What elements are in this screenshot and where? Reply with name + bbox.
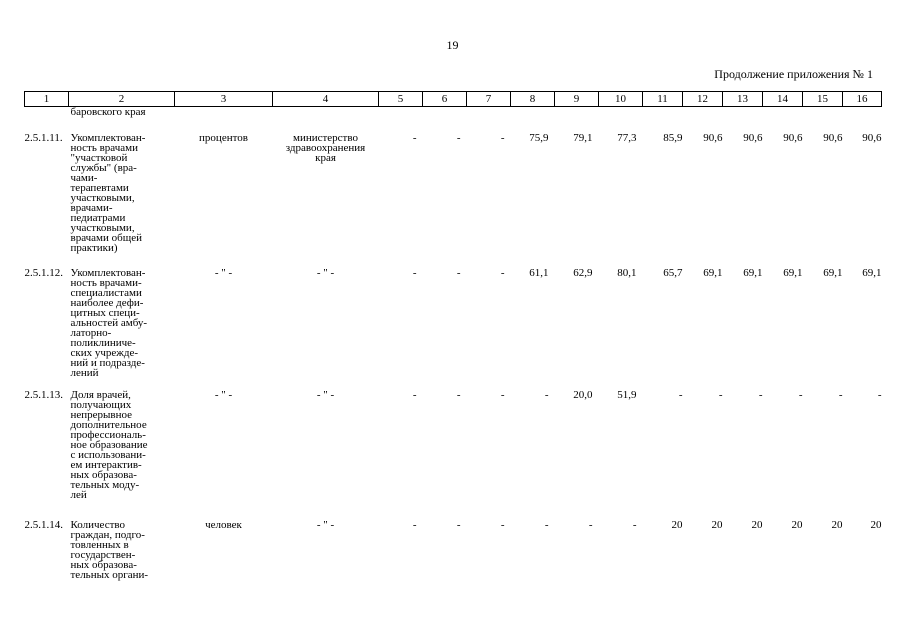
row-executor: - " - bbox=[316, 519, 335, 531]
column-header-4: 4 bbox=[273, 92, 379, 107]
indicators-table bbox=[24, 91, 882, 586]
row-value-col-9: 20,0 bbox=[573, 389, 593, 401]
column-header-11: 11 bbox=[643, 92, 683, 107]
row-value-col-10: - bbox=[632, 519, 637, 531]
row-name: Укомплектован- ность врачами "участковой службы" (вра- чами- терапевтами участковыми, врачами- педиатрами участковыми, врачами общей практики) bbox=[70, 132, 146, 254]
row-value-col-6: - bbox=[456, 132, 461, 144]
row-value-col-7: - bbox=[500, 389, 505, 401]
row-value-col-6: - bbox=[456, 519, 461, 531]
row-value-col-11: 20 bbox=[671, 519, 683, 531]
row-value-col-6: - bbox=[456, 389, 461, 401]
column-header-8: 8 bbox=[511, 92, 555, 107]
row-value-col-9: 79,1 bbox=[573, 132, 593, 144]
column-header-1: 1 bbox=[25, 92, 69, 107]
row-value-col-12: - bbox=[718, 389, 723, 401]
continuation-row bbox=[25, 107, 882, 130]
row-code: 2.5.1.11. bbox=[24, 132, 63, 144]
row-value-col-10: 80,1 bbox=[617, 267, 637, 279]
row-value-col-12: 90,6 bbox=[703, 132, 723, 144]
row-value-col-16: 69,1 bbox=[862, 267, 882, 279]
continuation-label: Продолжение приложения № 1 bbox=[714, 67, 873, 81]
row-value-col-15: - bbox=[838, 389, 843, 401]
row-value-col-16: 90,6 bbox=[862, 132, 882, 144]
row-name: Количество граждан, подго- товленных в государствен- ных образова- тельных органи- bbox=[70, 519, 149, 581]
column-header-9: 9 bbox=[555, 92, 599, 107]
row-value-col-16: - bbox=[877, 389, 882, 401]
column-header-10: 10 bbox=[599, 92, 643, 107]
column-header-15: 15 bbox=[803, 92, 843, 107]
row-value-col-7: - bbox=[500, 519, 505, 531]
table-row bbox=[25, 516, 882, 586]
row-value-col-8: 75,9 bbox=[529, 132, 549, 144]
row-unit: - " - bbox=[214, 389, 233, 401]
row-code: 2.5.1.14. bbox=[24, 519, 63, 531]
page-number: 19 bbox=[446, 38, 459, 52]
column-header-2: 2 bbox=[69, 92, 175, 107]
row-executor: - " - bbox=[316, 267, 335, 279]
column-header-12: 12 bbox=[683, 92, 723, 107]
row-value-col-8: - bbox=[544, 519, 549, 531]
row-value-col-14: - bbox=[798, 389, 803, 401]
row-value-col-13: - bbox=[758, 389, 763, 401]
row-value-col-5: - bbox=[412, 267, 417, 279]
column-header-14: 14 bbox=[763, 92, 803, 107]
row-value-col-11: 85,9 bbox=[663, 132, 683, 144]
row-code: 2.5.1.12. bbox=[24, 267, 63, 279]
row-value-col-13: 90,6 bbox=[743, 132, 763, 144]
row-value-col-5: - bbox=[412, 389, 417, 401]
continuation-text: баровского края bbox=[70, 106, 146, 118]
row-value-col-14: 20 bbox=[791, 519, 803, 531]
row-unit: человек bbox=[205, 519, 242, 531]
row-value-col-8: - bbox=[544, 389, 549, 401]
header-row bbox=[25, 92, 882, 107]
row-value-col-14: 90,6 bbox=[783, 132, 803, 144]
row-value-col-12: 20 bbox=[711, 519, 723, 531]
row-value-col-7: - bbox=[500, 267, 505, 279]
column-header-5: 5 bbox=[379, 92, 423, 107]
row-value-col-10: 77,3 bbox=[617, 132, 637, 144]
column-header-16: 16 bbox=[843, 92, 882, 107]
column-header-3: 3 bbox=[175, 92, 273, 107]
row-value-col-13: 20 bbox=[751, 519, 763, 531]
row-executor: министерство здравоохранения края bbox=[285, 132, 366, 164]
row-unit: - " - bbox=[214, 267, 233, 279]
column-header-13: 13 bbox=[723, 92, 763, 107]
row-executor: - " - bbox=[316, 389, 335, 401]
row-code: 2.5.1.13. bbox=[24, 389, 63, 401]
row-unit: процентов bbox=[199, 132, 248, 144]
row-value-col-12: 69,1 bbox=[703, 267, 723, 279]
row-value-col-11: - bbox=[678, 389, 683, 401]
row-value-col-13: 69,1 bbox=[743, 267, 763, 279]
table-row bbox=[25, 386, 882, 516]
row-value-col-9: 62,9 bbox=[573, 267, 593, 279]
row-value-col-15: 20 bbox=[831, 519, 843, 531]
row-name: Укомплектован- ность врачами- специалистами наиболее дефи- цитных специ- альностей амбу- латорно- поликлиниче- ских учрежде- ний и подразде- лений bbox=[70, 267, 148, 379]
row-value-col-10: 51,9 bbox=[617, 389, 637, 401]
column-header-7: 7 bbox=[467, 92, 511, 107]
row-value-col-15: 69,1 bbox=[823, 267, 843, 279]
row-value-col-5: - bbox=[412, 519, 417, 531]
row-value-col-6: - bbox=[456, 267, 461, 279]
table-row bbox=[25, 129, 882, 264]
row-value-col-15: 90,6 bbox=[823, 132, 843, 144]
row-value-col-14: 69,1 bbox=[783, 267, 803, 279]
row-name: Доля врачей, получающих непрерывное дополнительное профессиональ- ное образование с использовани- ем интерактив- ных образова- тельных моду- лей bbox=[70, 389, 148, 501]
column-header-6: 6 bbox=[423, 92, 467, 107]
row-value-col-5: - bbox=[412, 132, 417, 144]
row-value-col-11: 65,7 bbox=[663, 267, 683, 279]
row-value-col-16: 20 bbox=[870, 519, 882, 531]
row-value-col-7: - bbox=[500, 132, 505, 144]
row-value-col-8: 61,1 bbox=[529, 267, 549, 279]
row-value-col-9: - bbox=[588, 519, 593, 531]
table-row bbox=[25, 264, 882, 386]
